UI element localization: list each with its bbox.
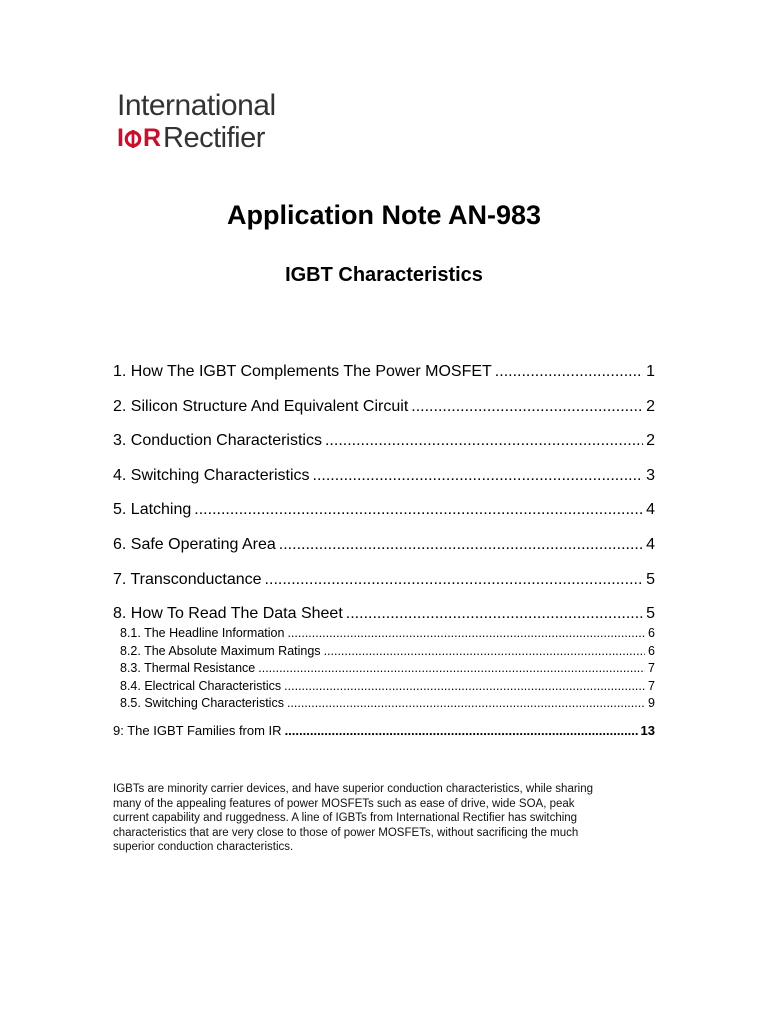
toc-entry-label: 9: The IGBT Families from IR	[113, 722, 282, 738]
toc-leader-dots	[324, 643, 645, 660]
toc-subentry-label: 8.1. The Headline Information	[120, 626, 285, 641]
abstract-paragraph	[113, 782, 653, 855]
table-of-contents	[113, 360, 655, 741]
toc-entry-page: 5	[646, 605, 655, 623]
abstract-line: many of the appealing features of power MOSFETs such as ease of drive, wide SOA, peak	[113, 797, 575, 810]
toc-subentry[interactable]	[113, 678, 655, 696]
document-subtitle: IGBT Characteristics	[285, 264, 483, 286]
toc-entry[interactable]	[113, 464, 655, 499]
toc-entry[interactable]	[113, 602, 655, 625]
toc-leader-dots	[284, 678, 645, 695]
toc-subentry-label: 8.5. Switching Characteristics	[120, 696, 284, 711]
toc-leader-dots	[313, 464, 644, 488]
toc-leader-dots	[285, 721, 638, 741]
logo-line-rectifier	[117, 122, 276, 155]
logo-mark-r: R	[142, 124, 161, 152]
toc-entry-label: 1. How The IGBT Complements The Power MOSFET	[113, 363, 492, 380]
toc-entry-label: 5. Latching	[113, 501, 192, 519]
toc-leader-dots	[258, 660, 645, 677]
toc-leader-dots	[265, 568, 644, 592]
toc-leader-dots	[287, 695, 645, 712]
toc-leader-dots	[346, 602, 643, 626]
toc-entry-label: 4. Switching Characteristics	[113, 466, 310, 484]
toc-entry-page: 4	[646, 535, 655, 553]
toc-entry-label: 3. Conduction Characteristics	[113, 432, 322, 450]
toc-entry[interactable]	[113, 360, 655, 395]
logo-mark-o-icon	[124, 130, 142, 148]
logo-mark-i: I	[117, 124, 123, 152]
company-logo	[117, 90, 276, 155]
toc-subentry[interactable]	[113, 695, 655, 713]
toc-entry[interactable]	[113, 395, 655, 430]
toc-subentry-page: 9	[648, 696, 655, 711]
toc-subentry-page: 7	[648, 678, 655, 693]
toc-entry[interactable]	[113, 568, 655, 603]
logo-line-international: International	[117, 89, 276, 122]
toc-subentry[interactable]	[113, 643, 655, 661]
toc-entry-page: 2	[646, 397, 655, 415]
abstract-line: characteristics that are very close to those of power MOSFETs, without sacrificing the much	[113, 826, 579, 839]
toc-entry-label: 8. How To Read The Data Sheet	[113, 605, 343, 623]
toc-entry-page: 3	[646, 466, 655, 484]
toc-subentry[interactable]	[113, 625, 655, 643]
toc-entry-page: 13	[640, 722, 655, 738]
toc-entry-page: 4	[646, 501, 655, 519]
toc-subentry-page: 6	[648, 626, 655, 641]
toc-entry-label: 2. Silicon Structure And Equivalent Circuit	[113, 397, 409, 415]
toc-entry[interactable]	[113, 429, 655, 464]
abstract-line: IGBTs are minority carrier devices, and have superior conduction characteristics, while sharing	[113, 783, 594, 795]
ior-logo-mark	[117, 124, 160, 153]
toc-leader-dots	[325, 429, 643, 453]
toc-entry-page: 1	[646, 363, 655, 380]
toc-subentry[interactable]	[113, 660, 655, 678]
toc-entry-label: 7. Transconductance	[113, 570, 262, 588]
toc-entry-label: 6. Safe Operating Area	[113, 535, 276, 553]
abstract-line: superior conduction characteristics.	[113, 841, 294, 854]
toc-leader-dots	[287, 625, 645, 642]
toc-entry[interactable]	[113, 533, 655, 568]
logo-word-rectifier: Rectifier	[163, 122, 265, 154]
toc-subentry-page: 6	[648, 643, 655, 658]
toc-leader-dots	[411, 395, 643, 419]
toc-entry[interactable]	[113, 498, 655, 533]
toc-entry-families[interactable]	[113, 721, 655, 741]
toc-subentry-label: 8.3. Thermal Resistance	[120, 661, 256, 676]
abstract-line: current capability and ruggedness. A line of IGBTs from International Rectifier has switching	[113, 812, 578, 825]
toc-subentry-label: 8.4. Electrical Characteristics	[120, 678, 282, 693]
toc-entry-page: 2	[646, 432, 655, 450]
toc-leader-dots	[279, 533, 643, 557]
toc-subentry-page: 7	[648, 661, 655, 676]
toc-leader-dots	[194, 498, 643, 522]
toc-subentry-label: 8.2. The Absolute Maximum Ratings	[120, 643, 321, 658]
toc-entry-page: 5	[646, 570, 655, 588]
toc-leader-dots	[495, 360, 643, 384]
document-title: Application Note AN-983	[226, 200, 542, 230]
